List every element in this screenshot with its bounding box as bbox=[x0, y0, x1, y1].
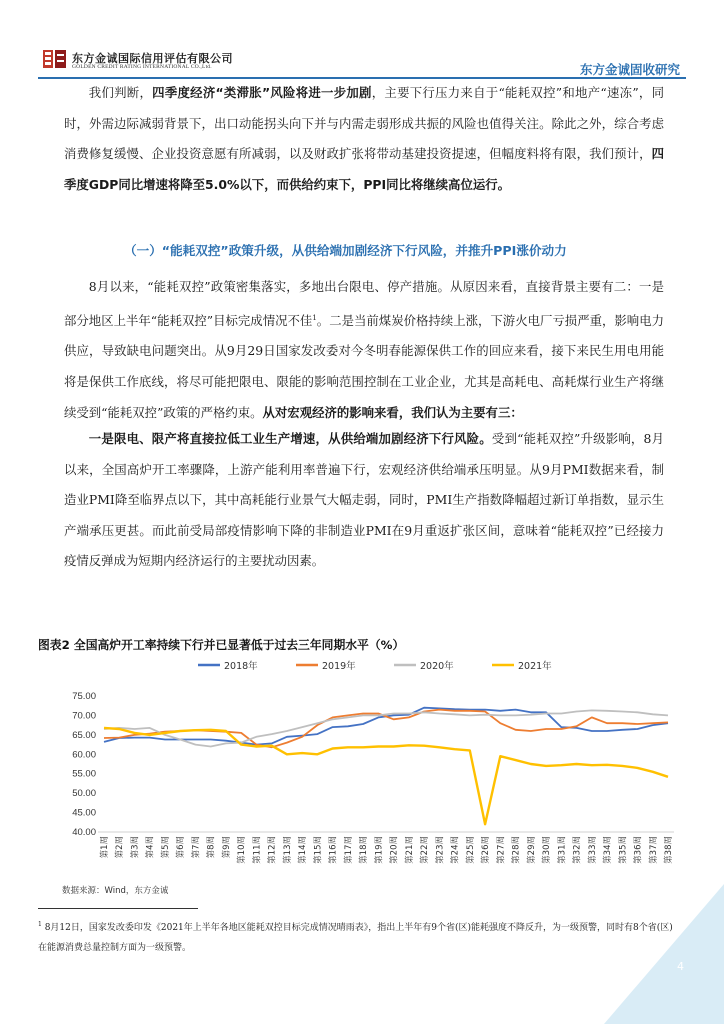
footnote-text: 8月12日，国家发改委印发《2021年上半年各地区能耗双控目标完成情况晴雨表》，指出上半年有9个省(区)能耗强度不降反升，为一级预警，同时有8个省(区)在能源消费总量控制方面为一级预警。 bbox=[38, 923, 673, 953]
figure-title: 图表2 全国高炉开工率持续下行并已显著低于过去三年同期水平（%） bbox=[38, 638, 405, 652]
footnote-marker: 1 bbox=[38, 921, 42, 928]
x-tick-label: 第15周 bbox=[313, 836, 324, 864]
x-tick-label: 第14周 bbox=[298, 836, 309, 864]
x-tick-label: 第11周 bbox=[252, 836, 263, 864]
x-tick-label: 第5周 bbox=[160, 836, 171, 859]
text-run: 我们判断， bbox=[88, 85, 153, 100]
bold-run: 四季度经济“类滞胀”风险将进一步加剧 bbox=[152, 85, 372, 100]
x-tick-label: 第8周 bbox=[206, 836, 217, 859]
y-tick-label: 50.00 bbox=[72, 788, 96, 800]
page-number: 4 bbox=[677, 960, 684, 973]
x-tick-label: 第25周 bbox=[465, 836, 476, 864]
legend-label: 2021年 bbox=[518, 661, 552, 672]
x-tick-label: 第33周 bbox=[587, 836, 598, 864]
paragraph-impact-one bbox=[64, 424, 664, 577]
figure-source: 数据来源：Wind，东方金诚 bbox=[62, 886, 169, 896]
y-tick-label: 45.00 bbox=[72, 807, 96, 819]
legend-label: 2019年 bbox=[322, 661, 356, 672]
x-tick-label: 第20周 bbox=[389, 836, 400, 864]
x-tick-label: 第32周 bbox=[572, 836, 583, 864]
footnote-ref[interactable]: 1 bbox=[312, 313, 317, 322]
x-tick-label: 第18周 bbox=[359, 836, 370, 864]
x-tick-label: 第13周 bbox=[282, 836, 293, 864]
x-tick-label: 第26周 bbox=[481, 836, 492, 864]
x-tick-label: 第4周 bbox=[145, 836, 156, 859]
section-heading: （一）“能耗双控”政策升级，从供给端加剧经济下行风险，并推升PPI涨价动力 bbox=[124, 243, 567, 258]
x-tick-label: 第1周 bbox=[100, 836, 110, 859]
footnote-divider bbox=[38, 908, 198, 909]
x-tick-label: 第2周 bbox=[115, 836, 126, 859]
bold-run: 四季度GDP同比增速将降至5.0%以下，而供给约束下，PPI同比将继续高位运行。 bbox=[64, 146, 664, 192]
x-tick-label: 第38周 bbox=[664, 836, 674, 864]
x-tick-label: 第37周 bbox=[648, 836, 659, 864]
x-tick-label: 第3周 bbox=[130, 836, 141, 859]
x-tick-label: 第17周 bbox=[343, 836, 354, 864]
x-tick-label: 第34周 bbox=[603, 836, 614, 864]
legend-label: 2018年 bbox=[224, 661, 258, 672]
y-tick-label: 60.00 bbox=[72, 749, 96, 761]
bold-run: 从对宏观经济的影响来看，我们认为主要有三： bbox=[262, 404, 523, 420]
x-tick-label: 第10周 bbox=[237, 836, 248, 864]
x-tick-label: 第9周 bbox=[221, 836, 232, 859]
y-tick-label: 70.00 bbox=[72, 710, 96, 722]
x-tick-label: 第7周 bbox=[191, 836, 202, 859]
x-tick-label: 第16周 bbox=[328, 836, 339, 864]
x-tick-label: 第21周 bbox=[404, 836, 415, 864]
y-tick-label: 40.00 bbox=[72, 827, 96, 838]
line-chart bbox=[38, 652, 688, 878]
x-tick-label: 第36周 bbox=[633, 836, 644, 864]
footnote bbox=[38, 915, 674, 958]
bold-run: 一是限电、限产将直接拉低工业生产增速，从供给端加剧经济下行风险。 bbox=[88, 431, 492, 446]
y-tick-label: 75.00 bbox=[72, 691, 96, 702]
paragraph-background bbox=[64, 272, 664, 428]
x-tick-label: 第30周 bbox=[542, 836, 553, 864]
text-run: 。二是当前煤炭价格持续上涨，下游火电厂亏损严重，影响电力供应，导致缺电问题突出。从9月29日国家发改委对今冬明春能源保供工作的回应来看，接下来民生用电用能将是保供工作底线，将尽可能把限电、限能的影响范围控制在工业企业，尤其是高耗电、高耗煤行业生产将继续受到“能耗双控”政策的严格约束。 bbox=[64, 312, 665, 420]
x-tick-label: 第6周 bbox=[176, 836, 187, 859]
text-run: 受到“能耗双控”升级影响，8月以来，全国高炉开工率骤降，上游产能利用率普遍下行，宏观经济供给端承压明显。从9月PMI数据来看，制造业PMI降至临界点以下，其中高耗能行业景气大幅走弱，同时，PMI生产指数降幅超过新订单指数，显示生产端承压更甚。而此前受局部疫情影响下降的非制造业PMI在9月重返扩张区间，意味着“能耗双控”已经接力疫情反弹成为短期内经济运行的主要扰动因素。 bbox=[64, 431, 664, 569]
x-tick-label: 第29周 bbox=[526, 836, 537, 864]
x-tick-label: 第35周 bbox=[618, 836, 629, 864]
paragraph-outlook bbox=[64, 78, 664, 200]
corner-decoration bbox=[604, 884, 724, 1024]
text-run: ，主要下行压力来自于“能耗双控”和地产“速冻”，同时，外需边际减弱背景下，出口动能拐头向下并与内需走弱形成共振的风险也值得关注。除此之外，综合考虑消费修复缓慢、企业投资意愿有所减弱，以及财政扩张将带动基建投资提速，但幅度料将有限，我们预计， bbox=[64, 85, 664, 162]
x-tick-label: 第22周 bbox=[420, 836, 431, 864]
y-tick-label: 65.00 bbox=[72, 729, 96, 741]
company-logo-icon bbox=[42, 48, 68, 70]
x-tick-label: 第23周 bbox=[435, 836, 446, 864]
x-tick-label: 第12周 bbox=[267, 836, 278, 864]
x-tick-label: 第27周 bbox=[496, 836, 507, 864]
series-line bbox=[104, 708, 668, 745]
text-run: 8月以来，“能耗双控”政策密集落实，多地出台限电、停产措施。从原因来看，直接背景主要有二：一是部分地区上半年“能耗双控”目标完成情况不佳 bbox=[64, 279, 664, 328]
x-tick-label: 第24周 bbox=[450, 836, 461, 864]
org-name-cn: 东方金诚国际信用评估有限公司 bbox=[72, 52, 233, 65]
y-tick-label: 55.00 bbox=[72, 768, 96, 780]
org-name-en: GOLDEN CREDIT RATING INTERNATIONAL CO.,Ltd. bbox=[72, 64, 212, 70]
legend-label: 2020年 bbox=[420, 661, 454, 672]
report-series-title: 东方金诚固收研究 bbox=[579, 62, 680, 77]
x-tick-label: 第28周 bbox=[511, 836, 522, 864]
x-tick-label: 第31周 bbox=[557, 836, 568, 864]
x-tick-label: 第19周 bbox=[374, 836, 385, 864]
